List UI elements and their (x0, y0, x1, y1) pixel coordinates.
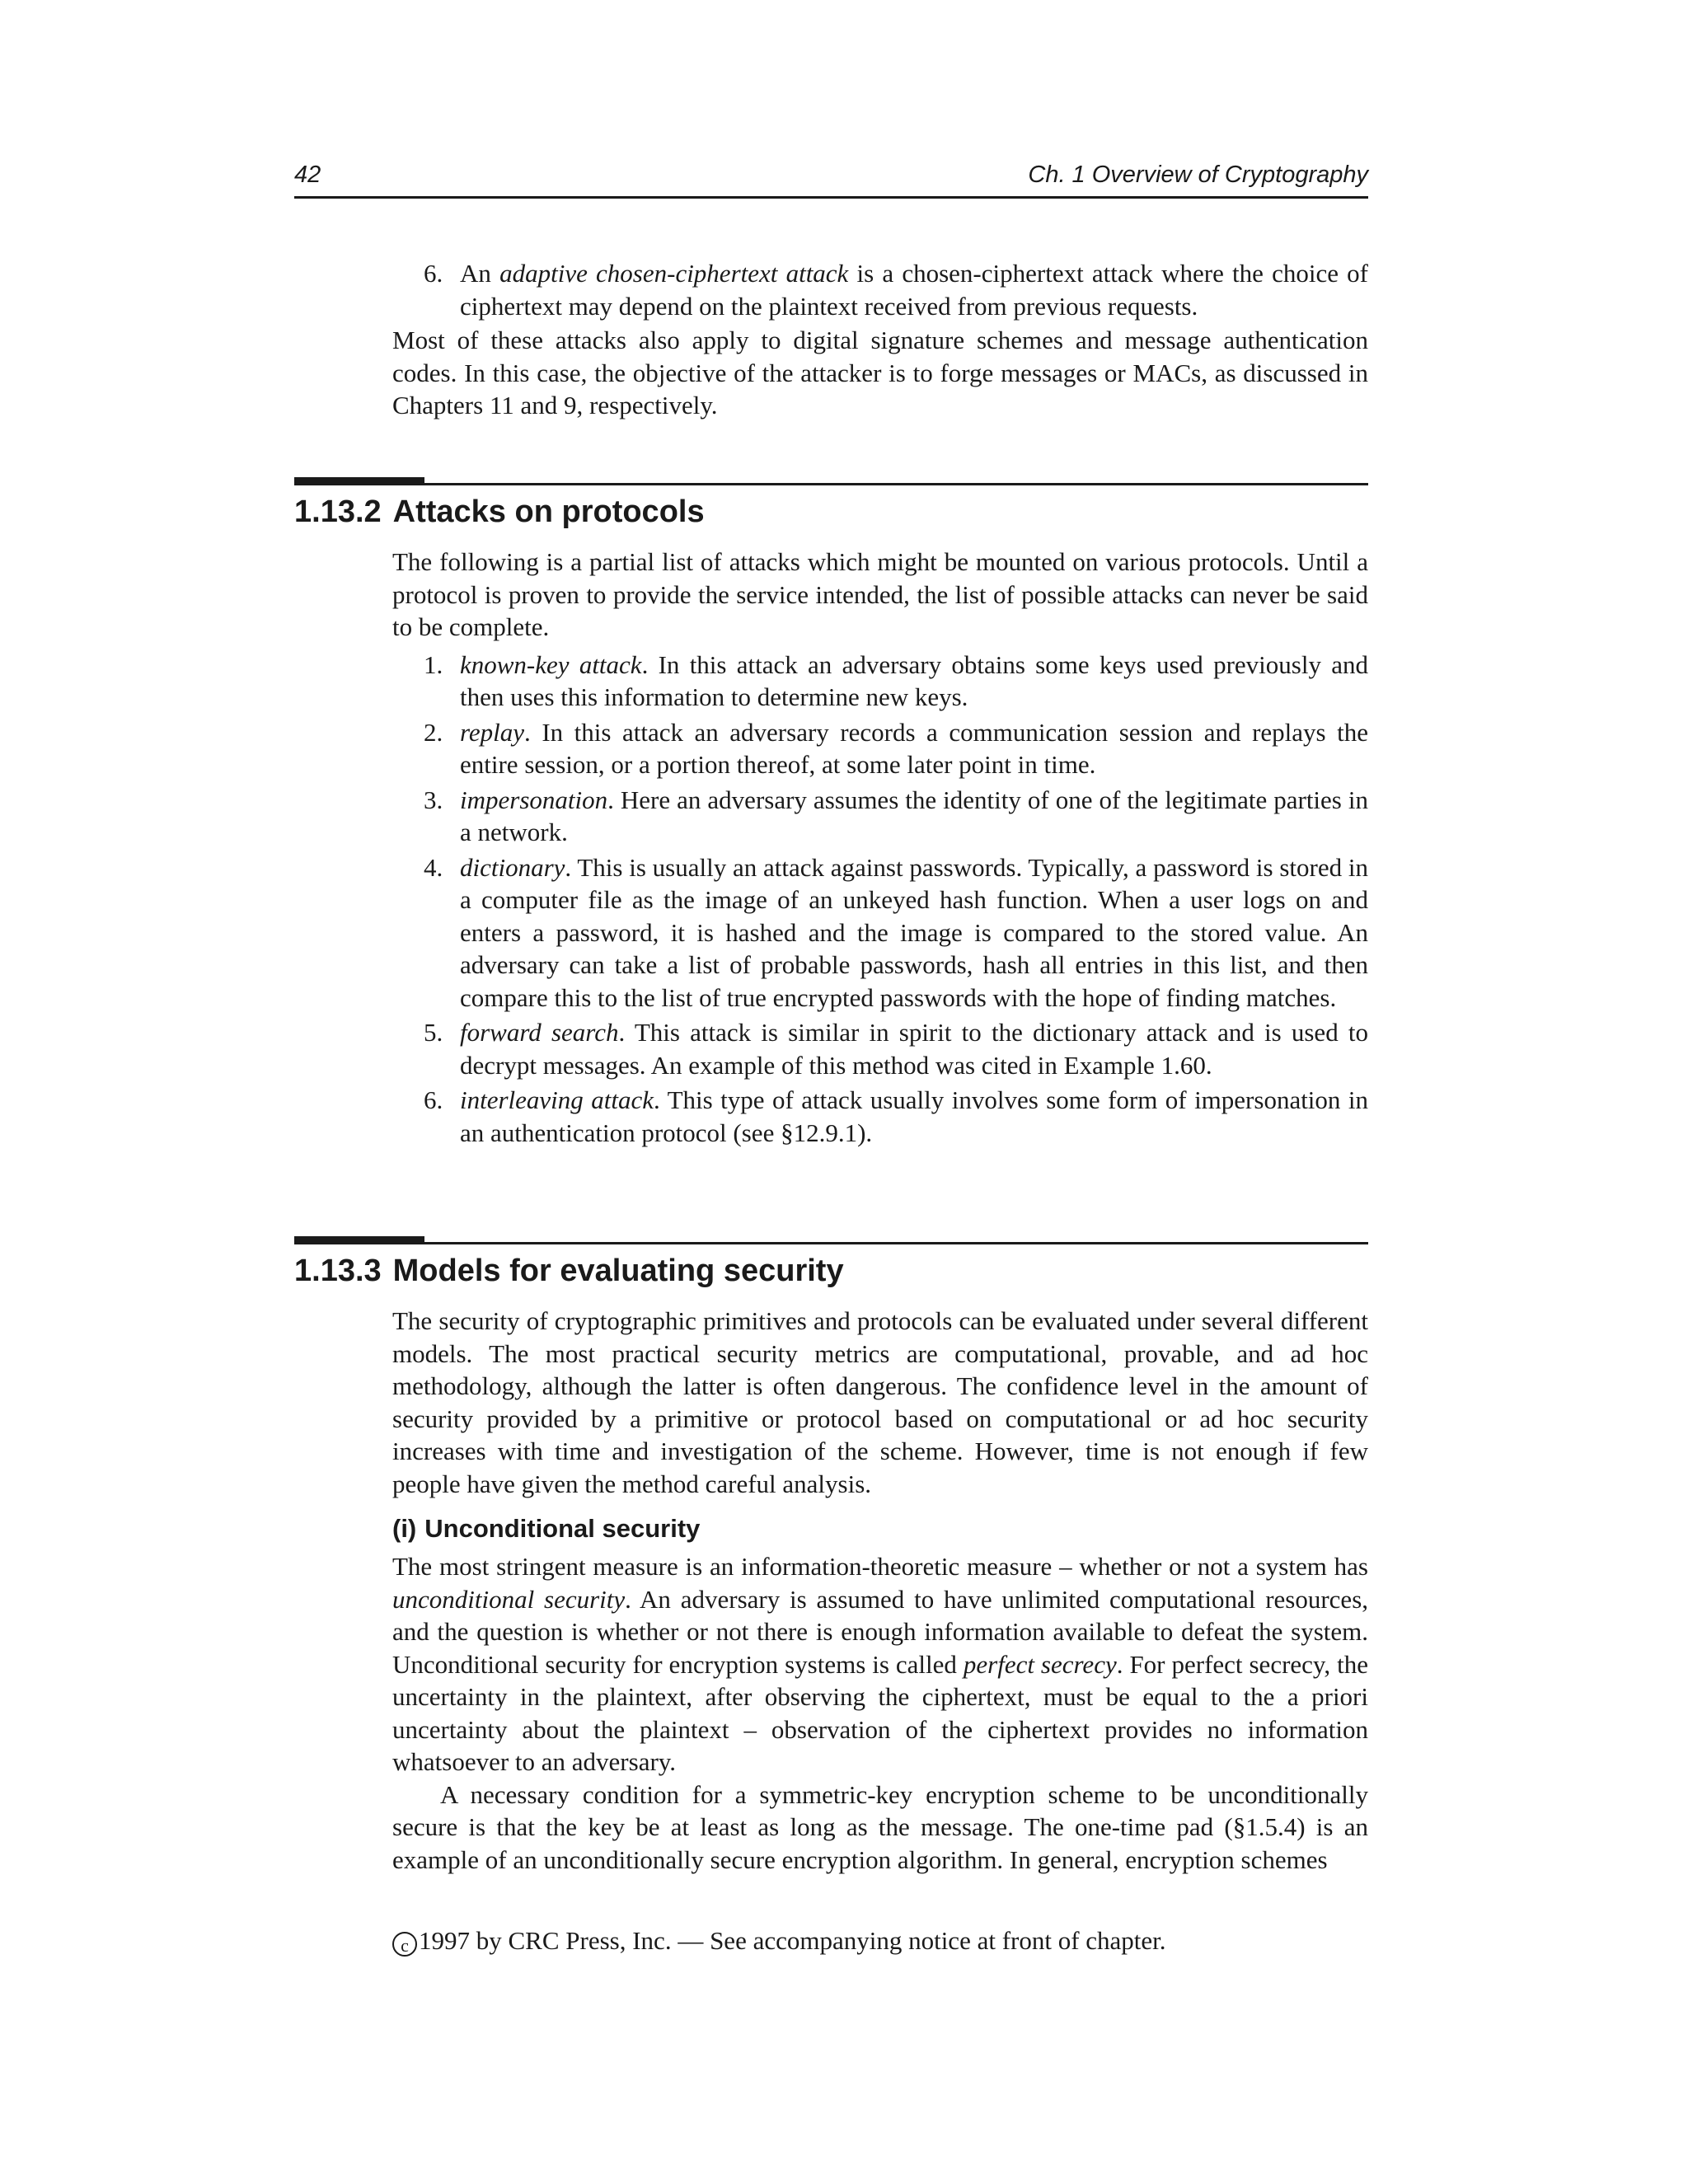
section-heading-1132: 1.13.2 Attacks on protocols (294, 494, 705, 529)
list-item (392, 716, 1368, 781)
item-term: adaptive chosen-ciphertext attack (499, 259, 849, 288)
subsection-heading: (i) Unconditional security (392, 1514, 701, 1543)
copyright-icon: c (392, 1932, 417, 1957)
item-number: 3. (424, 785, 443, 814)
intro-block (392, 257, 1368, 422)
paragraph: The most stringent measure is an information-theoretic measure – whether or not a system has unconditional security. An adversary is assumed to have unlimited computational resources, and the question is whether or not there is enough information available to defeat the system. Unconditional security for encryption systems is called perfect secrecy. For perfect secrecy, the uncertainty in the plaintext, after observing the ciphertext, must be equal to the a priori uncertainty about the plaintext – observation of the ciphertext provides no information whatsoever to an adversary. (392, 1552, 1369, 1776)
paragraph: The security of cryptographic primitives and protocols can be evaluated under several different models. The most practical security metrics are computational, provable, and ad hoc methodology, although the latter is often dangerous. The confidence level in the amount of security provided by a primitive or protocol based on computational or ad hoc security increases with time and investigation of the scheme. However, time is not enough if few people have given the method careful analysis. (392, 1306, 1368, 1498)
item-text: . This type of attack usually involves some form of impersonation in an authentication protocol (see §12.9.1). (460, 1085, 1368, 1147)
item-text: . This is usually an attack against passwords. Typically, a password is stored in a computer file as the image of an unkeyed hash function. When a user logs on and enters a password, it is hashed and the image is compared to the stored value. An adversary can take a list of probable passwords, hash all entries in this list, and then compare this to the list of true encrypted passwords with the hope of finding matches. (460, 852, 1368, 1012)
list-item (392, 1084, 1368, 1149)
item-term: forward search (460, 1018, 619, 1047)
item-term: interleaving attack (460, 1085, 654, 1114)
section-rule (294, 1242, 1368, 1244)
copyright-footer (392, 1924, 1166, 1957)
item-text: . In this attack an adversary records a communication session and replays the entire session, or a portion thereof, at some later point in time. (460, 717, 1368, 779)
item-number: 5. (424, 1018, 443, 1047)
item-term: dictionary (460, 852, 565, 882)
item-number: 4. (424, 852, 443, 882)
item-number: 1. (424, 649, 443, 679)
list-item: 6. An adaptive chosen-ciphertext attack is a chosen-ciphertext attack where the choice of ciphertext may depend on the plaintext received from previous requests. (424, 259, 1368, 321)
item-text: is a chosen-ciphertext attack where the choice of ciphertext may depend on the plaintext received from previous requests. (460, 259, 1368, 321)
item-text: . This attack is similar in spirit to the dictionary attack and is used to decrypt messages. An example of this method was cited in Example 1.60. (460, 1018, 1368, 1080)
item-text: . Here an adversary assumes the identity of one of the legitimate parties in a network. (460, 785, 1368, 846)
emphasis: unconditional security (392, 1584, 626, 1614)
page-number: 42 (294, 162, 321, 188)
list-item (392, 649, 1368, 714)
list-item (392, 851, 1368, 1015)
list-item (392, 784, 1368, 849)
paragraph: A necessary condition for a symmetric-key encryption scheme to be unconditionally secure is that the key be at least as long as the message. The one-time pad (§1.5.4) is an example of an unconditionally secure encryption algorithm. In general, encryption schemes (392, 1779, 1368, 1874)
copyright-text: 1997 by CRC Press, Inc. — See accompanying notice at front of chapter. (419, 1926, 1166, 1955)
paragraph: The following is a partial list of attacks which might be mounted on various protocols. Until a protocol is proven to provide the service intended, the list of possible attacks can never be said to be complete. (392, 547, 1368, 641)
list-item (392, 1016, 1368, 1081)
emphasis: perfect secrecy (963, 1649, 1117, 1679)
item-term: impersonation (460, 785, 608, 814)
item-number: 6. (424, 1085, 443, 1114)
section-1132-body (392, 546, 1368, 1149)
item-number: 2. (424, 717, 443, 747)
item-term: known-key attack (460, 649, 642, 679)
paragraph: Most of these attacks also apply to digital signature schemes and message authentication codes. In this case, the objective of the attacker is to forge messages or MACs, as discussed in Chapters 11 and 9, respectively. (392, 326, 1368, 419)
section-rule (294, 483, 1368, 485)
section-1133-body (392, 1305, 1368, 1876)
item-term: replay (460, 717, 525, 747)
item-text: . In this attack an adversary obtains some keys used previously and then uses this information to determine new keys. (460, 649, 1368, 711)
running-head (294, 162, 1368, 199)
chapter-title: Ch. 1 Overview of Cryptography (1028, 162, 1368, 188)
section-heading-1133: 1.13.3 Models for evaluating security (294, 1254, 844, 1288)
item-number: 6. (424, 259, 443, 288)
